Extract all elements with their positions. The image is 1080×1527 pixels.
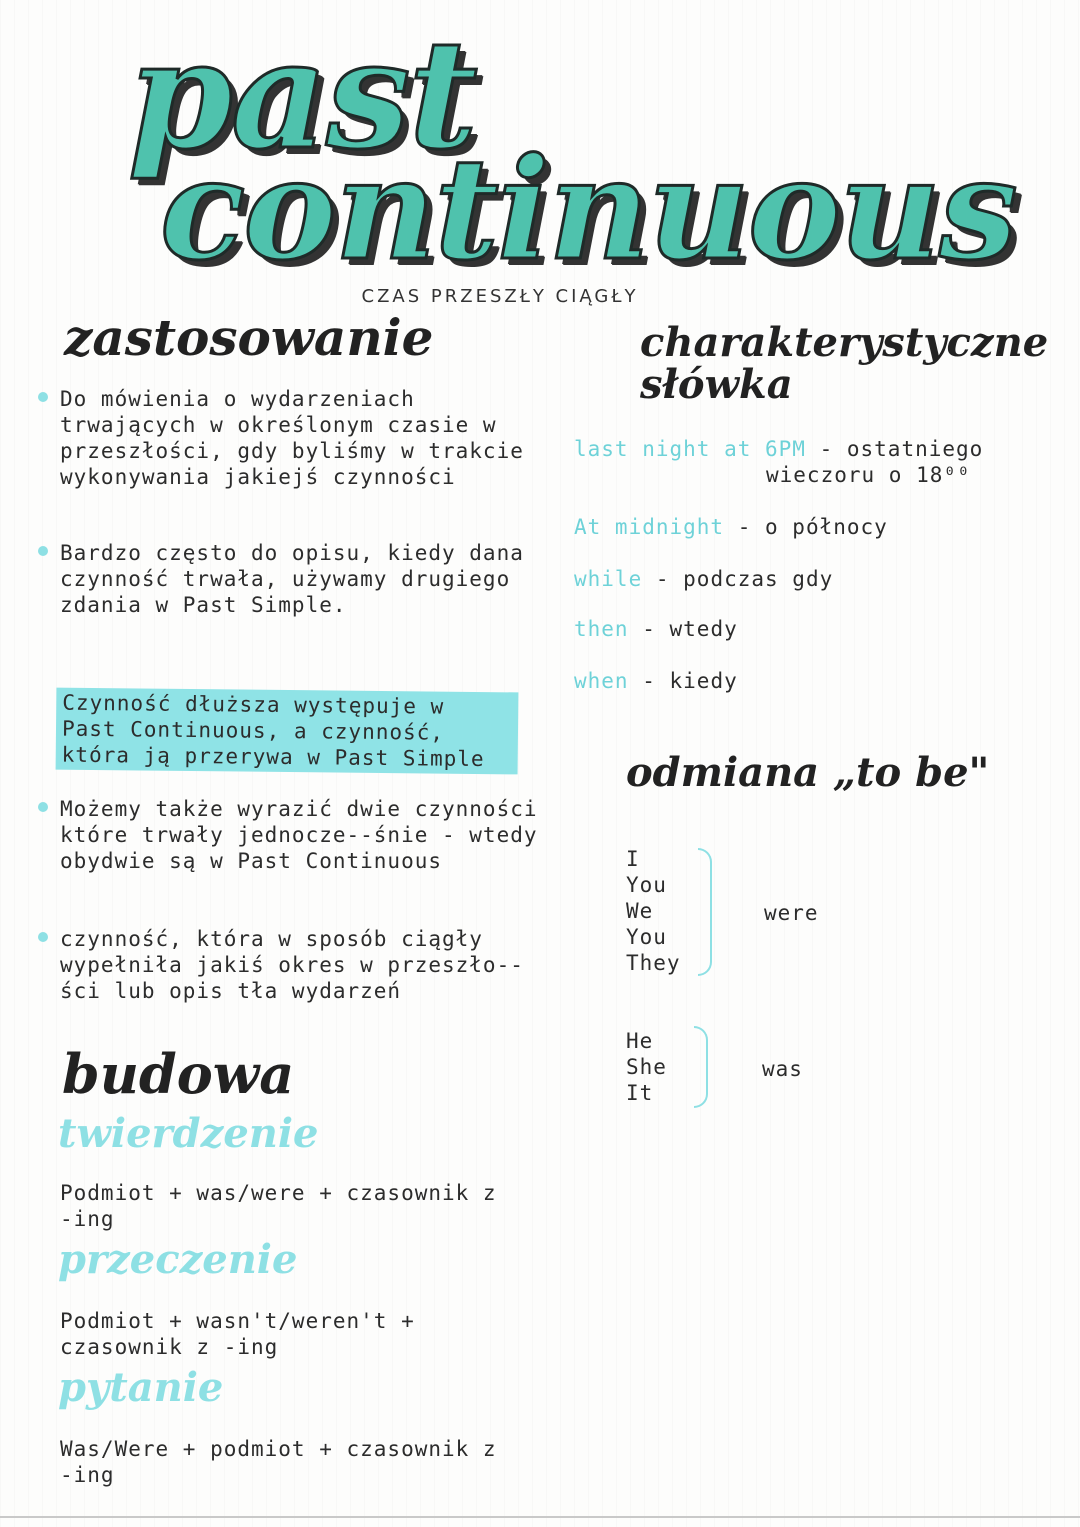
bullet-dot-icon (38, 392, 48, 402)
vocab-polish: - o północy (737, 515, 888, 539)
vocab-polish: - wtedy (642, 617, 738, 641)
usage-bullet (60, 540, 540, 618)
usage-bullet-text: czynność, która w sposób ciągły wypełniła jakiś okres w przeszło--ści lub opis tła wydarzeń (60, 927, 524, 1003)
vocab-item (574, 566, 1014, 592)
vocab-polish: - ostatniego (819, 437, 984, 461)
title-line-1: past (128, 7, 476, 183)
vocab-polish: - podczas gdy (655, 567, 834, 591)
pronoun: She (626, 1055, 667, 1079)
negative-label: przeczenie (58, 1236, 298, 1283)
bullet-dot-icon (38, 802, 48, 812)
structure-heading: budowa (62, 1042, 295, 1106)
verb-was: was (762, 1057, 803, 1081)
pronoun: You (626, 873, 667, 897)
title-line-2: continuous (160, 128, 1016, 292)
vocab-item (574, 616, 1014, 642)
curly-brace-icon (694, 1026, 708, 1108)
highlight-note: Czynność dłuższa występuje w Past Continuous, a czynność, która ją przerywa w Past Simple (56, 688, 519, 775)
verb-were: were (764, 901, 819, 925)
pronoun: It (626, 1081, 654, 1105)
pronoun: We (626, 899, 654, 923)
bullet-dot-icon (38, 932, 48, 942)
question-label: pytanie (58, 1364, 224, 1411)
conjugation-heading: odmiana „to be" (626, 749, 990, 796)
usage-bullet-text: Bardzo często do opisu, kiedy dana czynność trwała, używamy drugiego zdania w Past Simple. (60, 541, 524, 617)
page-bottom-rule (0, 1516, 1080, 1518)
negative-formula: Podmiot + wasn't/weren't + czasownik z -ing (60, 1309, 415, 1359)
vocabulary-heading: charakterystyczne słówka (640, 319, 1049, 408)
pronoun: He (626, 1029, 654, 1053)
usage-bullet-text: Do mówienia o wydarzeniach trwających w określonym czasie w przeszłości, gdy byliśmy w trakcie wykonywania jakiejś czynności (60, 387, 524, 489)
bullet-dot-icon (38, 546, 48, 556)
vocab-english: last night at 6PM (574, 437, 806, 461)
usage-bullet-text: Możemy także wyrazić dwie czynności które trwały jednocze--śnie - wtedy obydwie są w Past Continuous (60, 797, 538, 873)
pronoun: You (626, 925, 667, 949)
pronoun: They (626, 951, 681, 975)
subtitle: CZAS PRZESZŁY CIĄGŁY (361, 286, 639, 307)
affirmative-formula: Podmiot + was/were + czasownik z -ing (60, 1181, 497, 1231)
pronoun: I (626, 847, 640, 871)
usage-bullet (60, 386, 540, 490)
vocab-item (574, 436, 1014, 488)
usage-bullet (60, 926, 540, 1004)
vocab-english: then (574, 617, 629, 641)
usage-bullet (60, 796, 540, 874)
vocab-english: while (574, 567, 643, 591)
vocab-polish-continued: wieczoru o 18⁰⁰ (766, 463, 971, 487)
vocab-english: At midnight (574, 515, 725, 539)
affirmative-label: twierdzenie (58, 1110, 319, 1157)
vocab-item (574, 668, 1014, 694)
curly-brace-icon (698, 848, 712, 976)
vocab-polish: - kiedy (642, 669, 738, 693)
question-formula: Was/Were + podmiot + czasownik z -ing (60, 1437, 497, 1487)
vocab-english: when (574, 669, 629, 693)
usage-heading: zastosowanie (64, 308, 434, 367)
vocab-item (574, 514, 1014, 540)
pronoun-group-plural (626, 846, 706, 976)
